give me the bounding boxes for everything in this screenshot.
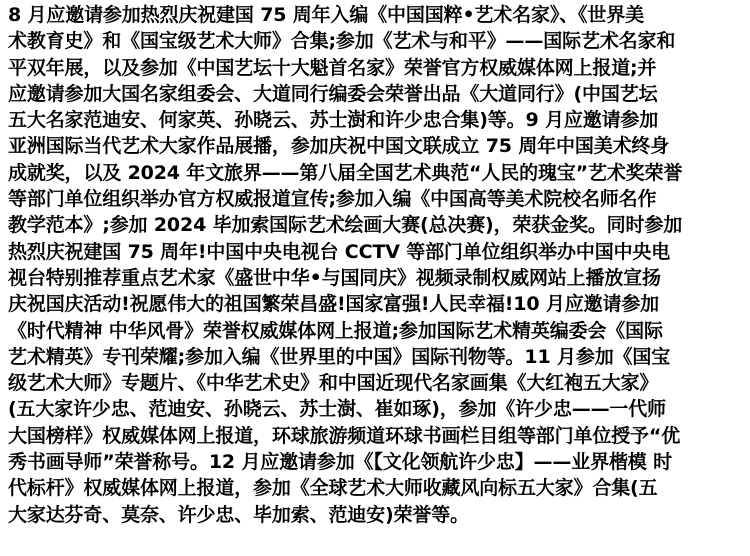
text-line: 大家达芬奇、莫奈、许少忠、毕加索、范迪安)荣誉等。 xyxy=(8,503,469,526)
text-line: 术教育史》和《国宝级艺术大师》合集;参加《艺术与和平》——国际艺术名家和 xyxy=(8,30,676,53)
text-line: 五大名家范迪安、何家英、孙晓云、苏士澍和许少忠合集)等。9 月应邀请参加 xyxy=(8,109,659,132)
text-line: 8 月应邀请参加热烈庆祝建国 75 周年入编《中国国粹•艺术名家》、《世界美 xyxy=(8,4,644,26)
text-line: 教学范本》;参加 2024 毕加索国际艺术绘画大赛(总决赛)，荣获金奖。同时参加 xyxy=(8,214,683,237)
text-line: 等部门单位组织举办官方权威报道宣传;参加入编《中国高等美术院校名师名作 xyxy=(8,188,657,211)
text-line: 视台特别推荐重点艺术家《盛世中华•与国同庆》视频录制权威网站上播放宣扬 xyxy=(8,266,661,289)
text-line: 《时代精神 中华风骨》荣誉权威媒体网上报道;参加国际艺术精英编委会《国际 xyxy=(8,319,663,342)
text-line: 大国榜样》权威媒体网上报道，环球旅游频道环球书画栏目组等部门单位授予“优 xyxy=(8,424,681,447)
text-line: 代标杆》权威媒体网上报道，参加《全球艺术大师收藏风向标五大家》合集(五 xyxy=(8,477,658,500)
text-line: 成就奖，以及 2024 年文旅界——第八届全国艺术典范“人民的瑰宝”艺术奖荣誉 xyxy=(8,161,683,184)
text-line: 庆祝国庆活动!祝愿伟大的祖国繁荣昌盛!国家富强!人民幸福!10 月应邀请参加 xyxy=(8,293,660,316)
text-line: 秀书画导师”荣誉称号。12 月应邀请参加《【文化领航许少忠】——业界楷模 时 xyxy=(8,451,672,474)
text-line: 级艺术大师》专题片、《中华艺术史》和中国近现代名家画集《大红袍五大家》 xyxy=(8,372,659,395)
text-line: (五大家许少忠、范迪安、孙晓云、苏士澍、崔如琢)，参加《许少忠——一代师 xyxy=(8,398,666,421)
text-line: 平双年展，以及参加《中国艺坛十大魁首名家》荣誉官方权威媒体网上报道;并 xyxy=(8,56,657,79)
text-line: 应邀请参加大国名家组委会、大道同行编委会荣誉出品《大道同行》(中国艺坛 xyxy=(8,82,658,105)
text-line: 亚洲国际当代艺术大家作品展播，参加庆祝中国文联成立 75 周年中国美术终身 xyxy=(8,135,670,158)
text-line: 艺术精英》专刊荣耀;参加入编《世界里的中国》国际刊物等。11 月参加《国宝 xyxy=(8,345,671,368)
text-line: 热烈庆祝建国 75 周年!中国中央电视台 CCTV 等部门单位组织举办中国中央电 xyxy=(8,240,671,263)
